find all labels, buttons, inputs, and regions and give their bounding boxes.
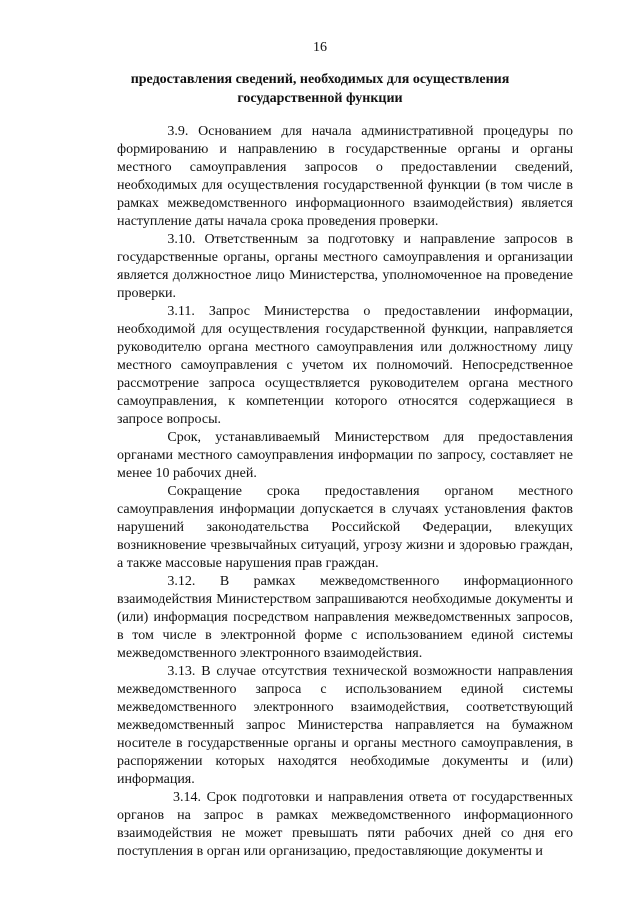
paragraph-deadline: Срок, устанавливаемый Министерством для предоставления органами местного самоуправления информации по запросу, составляет не менее 10 рабочих дней. [117, 430, 573, 481]
paragraph-3-13: 3.13. В случае отсутствия технической возможности направления межведомственного запроса с использованием единой системы межведомственного электронного взаимодействия, соответствующий межведомственный запрос Министерства направляется на бумажном носителе в государственные органы и органы местного самоуправления, в распоряжении которых находятся необходимые документы и (или) информация. [117, 664, 573, 787]
paragraph-3-10: 3.10. Ответственным за подготовку и направление запросов в государственные органы, органы местного самоуправления и организации является должностное лицо Министерства, уполномоченное на проведение проверки. [117, 232, 573, 301]
paragraph-3-12: 3.12. В рамках межведомственного информационного взаимодействия Министерством запрашиваются необходимые документы и (или) информация посредством направления межведомственных запросов, в том числе в электронной форме с использованием единой системы межведомственного электронного взаимодействия. [117, 574, 573, 661]
document-body [117, 123, 573, 861]
paragraph-3-11: 3.11. Запрос Министерства о предоставлении информации, необходимой для осуществления государственной функции, направляется руководителю органа местного самоуправления или должностному лицу местного самоуправления с учетом их полномочий. Непосредственное рассмотрение запроса осуществляется руководителем органа местного самоуправления, к компетенции которого относятся содержащиеся в запросе вопросы. [117, 304, 573, 427]
paragraph-reduction: Сокращение срока предоставления органом местного самоуправления информации допускается в случаях установления фактов нарушений законодательства Российской Федерации, влекущих возникновение чрезвычайных ситуаций, угрозу жизни и здоровью граждан, а также массовые нарушения прав граждан. [117, 484, 573, 571]
paragraph-3-14: 3.14. Срок подготовки и направления ответа от государственных органов на запрос в рамках межведомственного информационного взаимодействия не может превышать пяти рабочих дней со дня его поступления в орган или организацию, предоставляющие документы и [117, 790, 573, 859]
heading-line-2: государственной функции [237, 91, 403, 106]
paragraph-3-9: 3.9. Основанием для начала административной процедуры по формированию и направлению в государственные органы и органы местного самоуправления запросов о предоставлении сведений, необходимых для осуществления государственной функции (в том числе в рамках межведомственного информационного взаимодействия) является наступление даты начала срока проведения проверки. [117, 124, 573, 229]
section-heading [110, 70, 530, 108]
heading-line-1: предоставления сведений, необходимых для осуществления [130, 72, 510, 87]
page-number: 16 [313, 40, 327, 55]
